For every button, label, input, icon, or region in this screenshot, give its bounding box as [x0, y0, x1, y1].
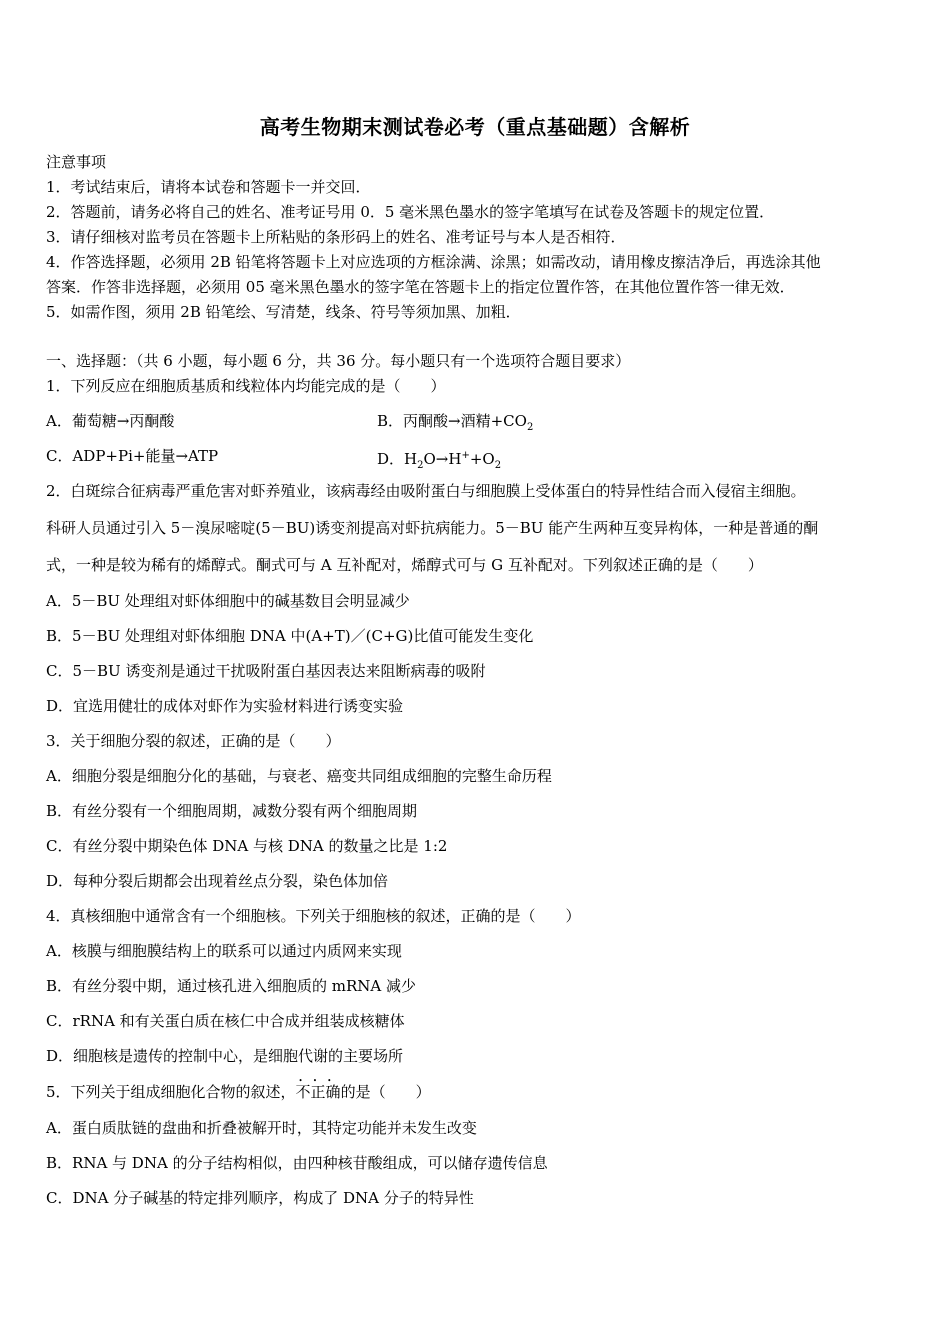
option-b	[377, 410, 533, 439]
option-c: C．有丝分裂中期染色体 DNA 与核 DNA 的数量之比是 1:2	[46, 837, 448, 855]
emphasis-dots: • • • 不正确	[296, 1083, 341, 1101]
subscript: 2	[526, 422, 534, 433]
option-a: A．蛋白质肽链的盘曲和折叠被解开时，其特定功能并未发生改变	[46, 1119, 477, 1137]
option-b-text: B．丙酮酸→酒精+CO	[377, 412, 527, 430]
superscript: +	[461, 450, 470, 461]
option-c: C．rRNA 和有关蛋白质在核仁中合成并组装成核糖体	[46, 1012, 405, 1030]
option-b: B．有丝分裂中期，通过核孔进入细胞质的 mRNA 减少	[46, 977, 417, 995]
option-c: C．DNA 分子碱基的特定排列顺序，构成了 DNA 分子的特异性	[46, 1189, 474, 1207]
question-stem: 科研人员通过引入 5－溴尿嘧啶(5－BU)诱变剂提高对虾抗病能力。5－BU 能产生两种互变异构体，一种是普通的酮	[46, 519, 819, 537]
option-d: D．宜选用健壮的成体对虾作为实验材料进行诱变实验	[46, 697, 404, 715]
notice-item: 5．如需作图，须用 2B 铅笔绘、写清楚，线条、符号等须加黑、加粗．	[46, 303, 521, 321]
option-b: B．5－BU 处理组对虾体细胞 DNA 中(A+T)／(C+G)比值可能发生变化	[46, 627, 534, 645]
question-stem	[46, 1081, 431, 1103]
notice-item: 3．请仔细核对监考员在答题卡上所粘贴的条形码上的姓名、准考证号与本人是否相符．	[46, 228, 626, 246]
stem-text: 的是（ ）	[340, 1083, 431, 1101]
question-stem: 2．白斑综合征病毒严重危害对虾养殖业，该病毒经由吸附蛋白与细胞膜上受体蛋白的特异性结合而入侵宿主细胞。	[46, 482, 806, 500]
option-b: B．有丝分裂有一个细胞周期，减数分裂有两个细胞周期	[46, 802, 418, 820]
option-c: C．5－BU 诱变剂是通过干扰吸附蛋白基因表达来阻断病毒的吸附	[46, 662, 486, 680]
stem-text: 5．下列关于组成细胞化合物的叙述，	[46, 1083, 296, 1101]
option-d: D．每种分裂后期都会出现着丝点分裂，染色体加倍	[46, 872, 389, 890]
option-c: C．ADP+Pi+能量→ATP	[46, 447, 219, 465]
notice-item: 1．考试结束后，请将本试卷和答题卡一并交回．	[46, 178, 371, 196]
option-b: B．RNA 与 DNA 的分子结构相似，由四种核苷酸组成，可以储存遗传信息	[46, 1154, 548, 1172]
section-heading: 一、选择题：（共 6 小题，每小题 6 分，共 36 分。每小题只有一个选项符合题目要求）	[46, 352, 631, 370]
option-d-text: O→H	[423, 450, 462, 468]
subscript: 2	[494, 460, 502, 471]
page-title: 高考生物期末测试卷必考（重点基础题）含解析	[259, 115, 691, 139]
option-d-text: +O	[469, 450, 495, 468]
option-a: A．5－BU 处理组对虾体细胞中的碱基数目会明显减少	[46, 592, 410, 610]
notice-item: 答案．作答非选择题，必须用 05 毫米黑色墨水的签字笔在答题卡上的指定位置作答，在其他位置作答一律无效．	[46, 278, 795, 296]
option-a: A．细胞分裂是细胞分化的基础，与衰老、癌变共同组成细胞的完整生命历程	[46, 767, 552, 785]
notice-item: 4．作答选择题，必须用 2B 铅笔将答题卡上对应选项的方框涂满、涂黑；如需改动，请用橡皮擦洁净后，再选涂其他	[46, 253, 821, 271]
question-stem: 式，一种是较为稀有的烯醇式。酮式可与 A 互补配对，烯醇式可与 G 互补配对。下列叙述正确的是（ ）	[46, 556, 763, 574]
option-d-text: D．H	[377, 450, 418, 468]
option-d: D．细胞核是遗传的控制中心，是细胞代谢的主要场所	[46, 1047, 404, 1065]
notice-heading: 注意事项	[46, 153, 107, 171]
subscript: 2	[417, 460, 424, 471]
question-stem: 1．下列反应在细胞质基质和线粒体内均能完成的是（ ）	[46, 377, 446, 395]
question-stem: 3．关于细胞分裂的叙述，正确的是（ ）	[46, 732, 341, 750]
question-stem: 4．真核细胞中通常含有一个细胞核。下列关于细胞核的叙述，正确的是（ ）	[46, 907, 581, 925]
notice-item: 2．答题前，请务必将自己的姓名、准考证号用 0．5 毫米黑色墨水的签字笔填写在试卷及答题卡的规定位置．	[46, 203, 775, 221]
option-d	[377, 445, 501, 477]
option-a: A．核膜与细胞膜结构上的联系可以通过内质网来实现	[46, 942, 402, 960]
option-a: A．葡萄糖→丙酮酸	[46, 412, 175, 430]
